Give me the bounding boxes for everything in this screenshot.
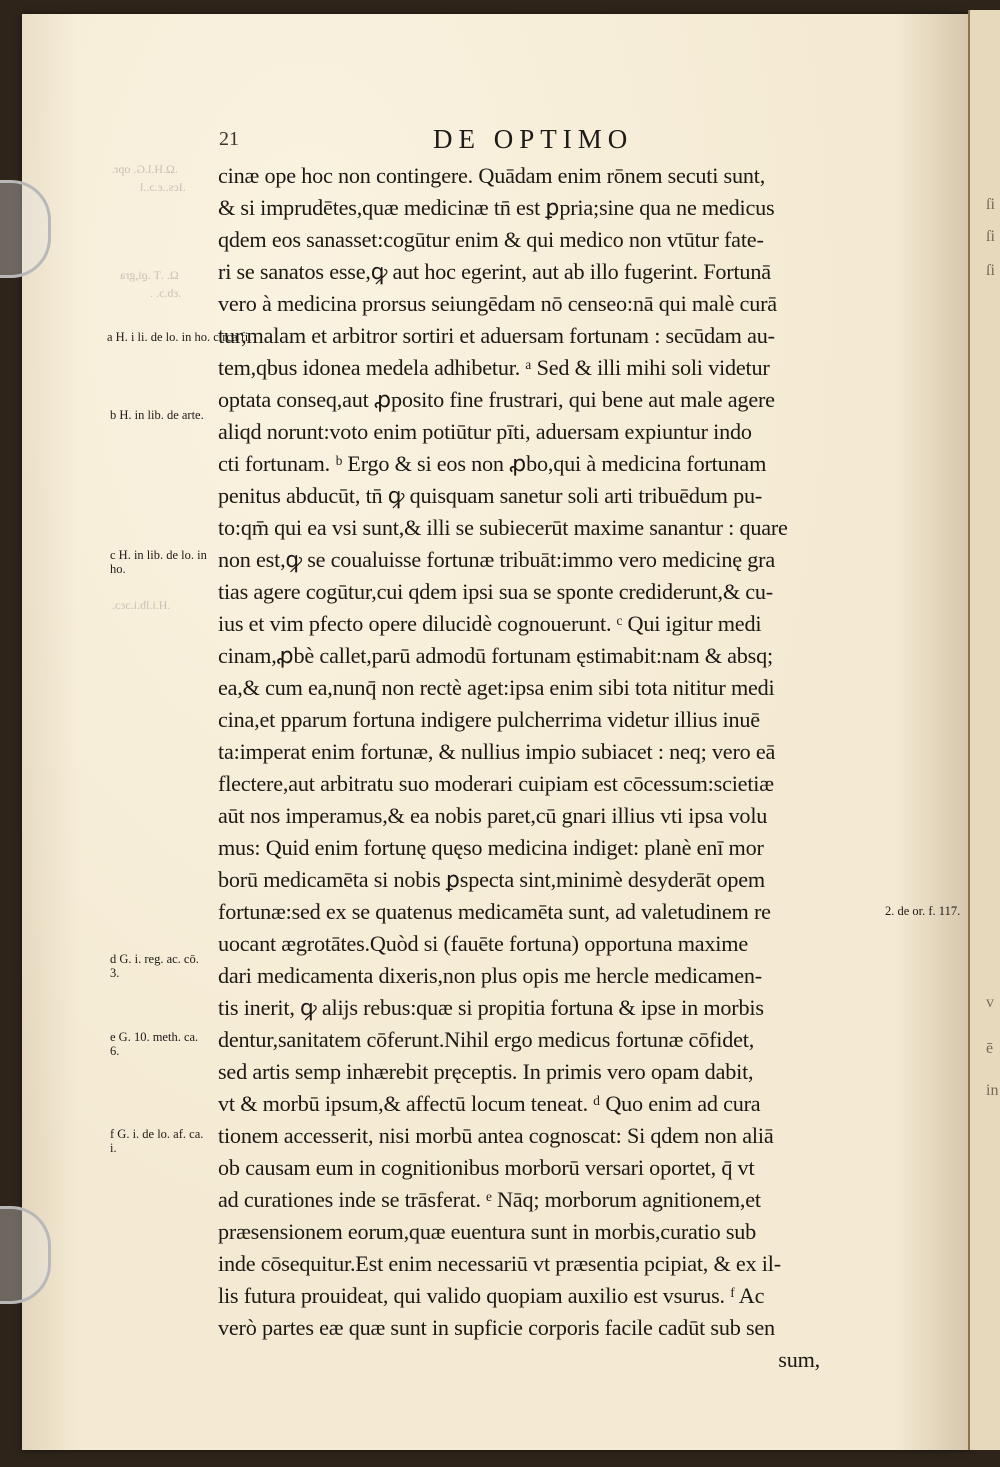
text-line: uocant ægrotātes.Quòd si (fauēte fortuna) opportuna maxime xyxy=(218,931,748,956)
show-through-text: Ω. .T .ϱi,gra xyxy=(120,268,179,282)
text-line: vt & morbū ipsum,& affectū locum teneat. ᵈ Quo enim ad cura xyxy=(218,1091,761,1116)
margin-note-b: b H. in lib. de arte. xyxy=(110,408,204,422)
show-through-text: .Ω.H.l.G. opr. xyxy=(112,162,178,176)
text-line: ob causam eum in cognitionibus morborū versari oportet, q̄ vt xyxy=(218,1155,755,1180)
catchword-line: sum, xyxy=(778,1347,820,1372)
text-line: tem,qbus idonea medela adhibetur. ᵃ Sed & illi mihi soli videtur xyxy=(218,355,770,380)
text-line: ad curationes inde se trāsferat. ᵉ Nāq; morborum agnitionem,et xyxy=(218,1187,761,1212)
text-line: to:qm̄ qui ea vsi sunt,& illi se subiecerūt maxime sanantur : quare xyxy=(218,515,788,540)
text-line: dentur,sanitatem cōferunt.Nihil ergo medicus fortunæ cōfidet, xyxy=(218,1027,755,1052)
margin-note-right: 2. de or. f. 117. xyxy=(885,904,961,918)
text-line: vero à medicina prorsus seiungēdam nō censeo:nā qui malè curā xyxy=(218,291,777,316)
text-line: ta:imperat enim fortunæ, & nullius impio subiacet : neq; vero eā xyxy=(218,739,776,764)
show-through-text: .εb.ɔ. . xyxy=(150,286,182,300)
text-line: cinæ ope hoc non contingere. Quādam enim rōnem secuti sunt, xyxy=(218,163,766,188)
show-through-text: .H.i.lb.i.ɔεɔ. xyxy=(112,598,171,612)
text-line: qdem eos sanasset:cogūtur enim & qui medico non vtūtur fate- xyxy=(218,227,764,252)
adjacent-page-letter: ſi xyxy=(986,262,995,279)
margin-note-c: c H. in lib. de lo. in ho. xyxy=(110,548,207,576)
text-line: borū medicamēta si nobis ꝑspecta sint,minimè desyderāt opem xyxy=(218,867,765,892)
text-line: inde cōsequitur.Est enim necessariū vt præsentia pcipiat, & ex il- xyxy=(218,1251,781,1276)
adjacent-page-letter: ſi xyxy=(986,228,995,245)
text-line: præsensionem eorum,quæ euentura sunt in morbis,curatio sub xyxy=(218,1219,757,1244)
text-line: lis futura prouideat, qui valido quopiam auxilio est vsurus. ᶠ Ac xyxy=(218,1283,765,1308)
text-line: aliqd norunt:voto enim potiūtur pīti, aduersam expiuntur indo xyxy=(218,419,752,444)
text-line: tur,malam et arbitror sortiri et aduersam fortunam : secūdam au- xyxy=(218,323,775,348)
text-line: tis inerit, ꝙ alijs rebus:quæ si propitia fortuna & ipse in morbis xyxy=(218,995,764,1020)
text-line: dari medicamenta dixeris,non plus opis me hercle medicamen- xyxy=(218,963,762,988)
adjacent-page-letter: v xyxy=(986,994,994,1011)
text-line: ea,& cum ea,nunq̄ non rectè aget:ipsa enim sibi tota nititur medi xyxy=(218,675,775,700)
margin-note-d: d G. i. reg. ac. cō. 3. xyxy=(110,952,199,980)
adjacent-page-letter: ſi xyxy=(986,196,995,213)
adjacent-page-letter: ē xyxy=(986,1040,994,1057)
body-text xyxy=(218,160,880,1376)
running-title: DE OPTIMO xyxy=(433,124,634,154)
text-line: non est,ꝙ se coualuisse fortunæ tribuāt:immo vero medicinę gra xyxy=(218,547,775,572)
show-through-text: .Ιcs..ε.ɔ..l xyxy=(140,180,186,194)
text-line: & si imprudētes,quæ medicinæ tn̄ est ꝑpria;sine qua ne medicus xyxy=(218,195,775,220)
margin-note-e: e G. 10. meth. ca. 6. xyxy=(110,1030,199,1058)
text-line: aūt nos imperamus,& ea nobis paret,cū gnari illius vti ipsa volu xyxy=(218,803,768,828)
text-line: sed artis semp inhærebit pręceptis. In primis vero opam dabit, xyxy=(218,1059,754,1084)
text-line: cina,et pparum fortuna indigere pulcherrima videtur illius inuē xyxy=(218,707,760,732)
text-line: penitus abducūt, tn̄ ꝙ quisquam sanetur soli arti tribuēdum pu- xyxy=(218,483,763,508)
running-head xyxy=(215,124,915,158)
margin-note-f: f G. i. de lo. af. ca. i. xyxy=(110,1127,204,1155)
adjacent-page-letter: in xyxy=(986,1082,999,1099)
text-line: cinam,ꝓbè callet,parū admodū fortunam ęstimabit:nam & absq; xyxy=(218,643,773,668)
text-line: tionem accesserit, nisi morbū antea cognoscat: Si qdem non aliā xyxy=(218,1123,774,1148)
text-line: fortunæ:sed ex se quatenus medicamēta sunt, ad valetudinem re xyxy=(218,899,771,924)
text-line: tias agere cogūtur,cui qdem ipsi sua se sponte crediderunt,& cu- xyxy=(218,579,773,604)
margin-note-a: a H. i li. de lo. in ho. circa fi. xyxy=(107,330,252,344)
text-line: mus: Quid enim fortunę quęso medicina indiget: planè enī mor xyxy=(218,835,764,860)
adjacent-page-edge xyxy=(968,10,1000,1450)
text-line: ius et vim pfecto opere dilucidè cognouerunt. ᶜ Qui igitur medi xyxy=(218,611,762,636)
text-line: optata conseq,aut ꝓposito fine frustrari, qui bene aut male agere xyxy=(218,387,775,412)
text-line: cti fortunam. ᵇ Ergo & si eos non ꝓbo,qui à medicina fortunam xyxy=(218,451,767,476)
text-line: ri se sanatos esse,ꝙ aut hoc egerint, aut ab illo fugerint. Fortunā xyxy=(218,259,771,284)
text-line: flectere,aut arbitratu suo moderari cuipiam est cōcessum:scietiæ xyxy=(218,771,774,796)
text-line: verò partes eæ quæ sunt in supficie corporis facile cadūt sub sen xyxy=(218,1315,775,1340)
folio-number: 21 xyxy=(219,128,239,150)
